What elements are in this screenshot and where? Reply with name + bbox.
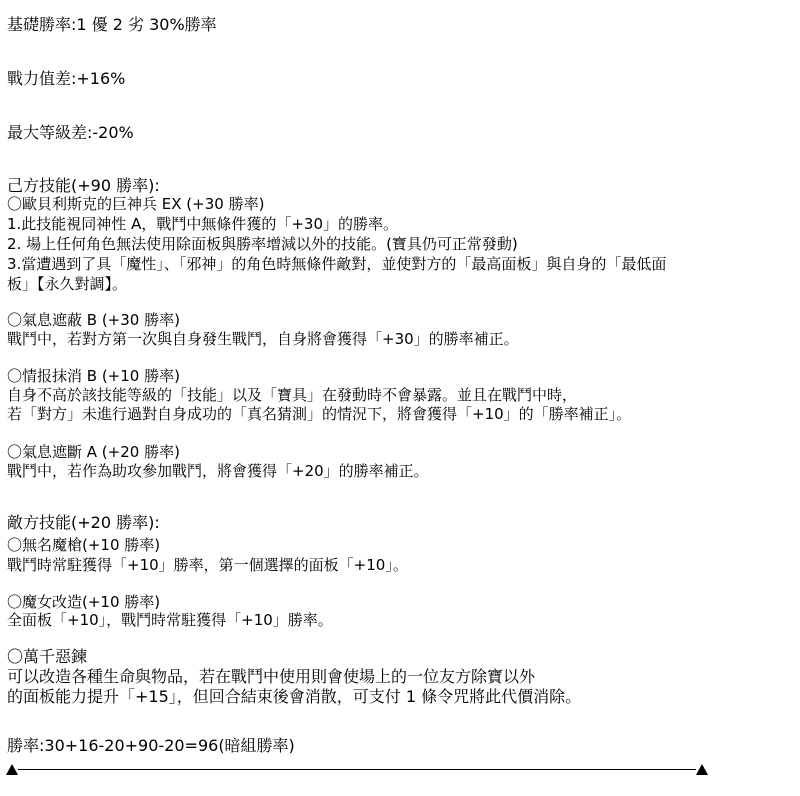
triangle-right-icon	[696, 764, 708, 775]
skill-desc-line: 戰鬥時常駐獲得「+10」勝率，第一個選擇的面板「+10」。	[7, 556, 408, 574]
ally-skills-heading: 己方技能(+90 勝率):	[7, 176, 160, 195]
skill-desc-line: 戰鬥中，若作為助攻參加戰鬥，將會獲得「+20」的勝率補正。	[7, 462, 429, 480]
skill-title: 〇無名魔槍(+10 勝率)	[7, 536, 161, 554]
final-win-rate: 勝率:30+16-20+90-20=96(暗組勝率)	[7, 736, 295, 755]
skill-title: 〇萬千惡鍊	[7, 647, 88, 666]
base-win-rate: 基礎勝率:1 優 2 劣 30%勝率	[7, 15, 217, 34]
skill-desc-line: 的面板能力提升「+15」，但回合結束後會消散，可支付 1 條令咒將此代價消除。	[7, 687, 582, 706]
skill-title: 〇氣息遮蔽 B (+30 勝率)	[7, 311, 180, 329]
skill-desc-line: 若「對方」未進行過對自身成功的「真名猜測」的情況下，將會獲得「+10」的「勝率補正」。	[7, 405, 632, 423]
enemy-skills-heading: 敵方技能(+20 勝率):	[7, 513, 160, 532]
skill-desc-line: 2. 場上任何角色無法使用除面板與勝率增減以外的技能。(寶具仍可正常發動)	[7, 235, 518, 253]
skill-desc-line: 1.此技能視同神性 A，戰鬥中無條件獲的「+30」的勝率。	[7, 215, 398, 233]
skill-desc-line: 可以改造各種生命與物品，若在戰鬥中使用則會使場上的一位友方除寶以外	[7, 667, 536, 686]
triangle-left-icon	[6, 764, 18, 775]
power-difference: 戰力值差:+16%	[7, 69, 126, 88]
skill-title: 〇氣息遮斷 A (+20 勝率)	[7, 443, 180, 461]
skill-desc-line: 自身不高於該技能等級的「技能」以及「寶具」在發動時不會暴露。並且在戰鬥中時，	[7, 386, 578, 404]
separator-line	[6, 763, 708, 777]
skill-title: 〇歐貝利斯克的巨神兵 EX (+30 勝率)	[7, 195, 265, 213]
skill-title: 〇魔女改造(+10 勝率)	[7, 593, 161, 611]
max-level-difference: 最大等級差:-20%	[7, 123, 134, 142]
skill-desc-line: 板」【永久對調】。	[7, 275, 128, 293]
horizontal-rule	[18, 769, 696, 770]
skill-desc-line: 3.當遭遇到了具「魔性」、「邪神」的角色時無條件敵對，並使對方的「最高面板」與自身的「最低面	[7, 255, 667, 273]
skill-title: 〇情报抹消 B (+10 勝率)	[7, 367, 180, 385]
skill-desc-line: 戰鬥中，若對方第一次與自身發生戰鬥，自身將會獲得「+30」的勝率補正。	[7, 330, 519, 348]
skill-desc-line: 全面板「+10」，戰鬥時常駐獲得「+10」勝率。	[7, 611, 333, 629]
